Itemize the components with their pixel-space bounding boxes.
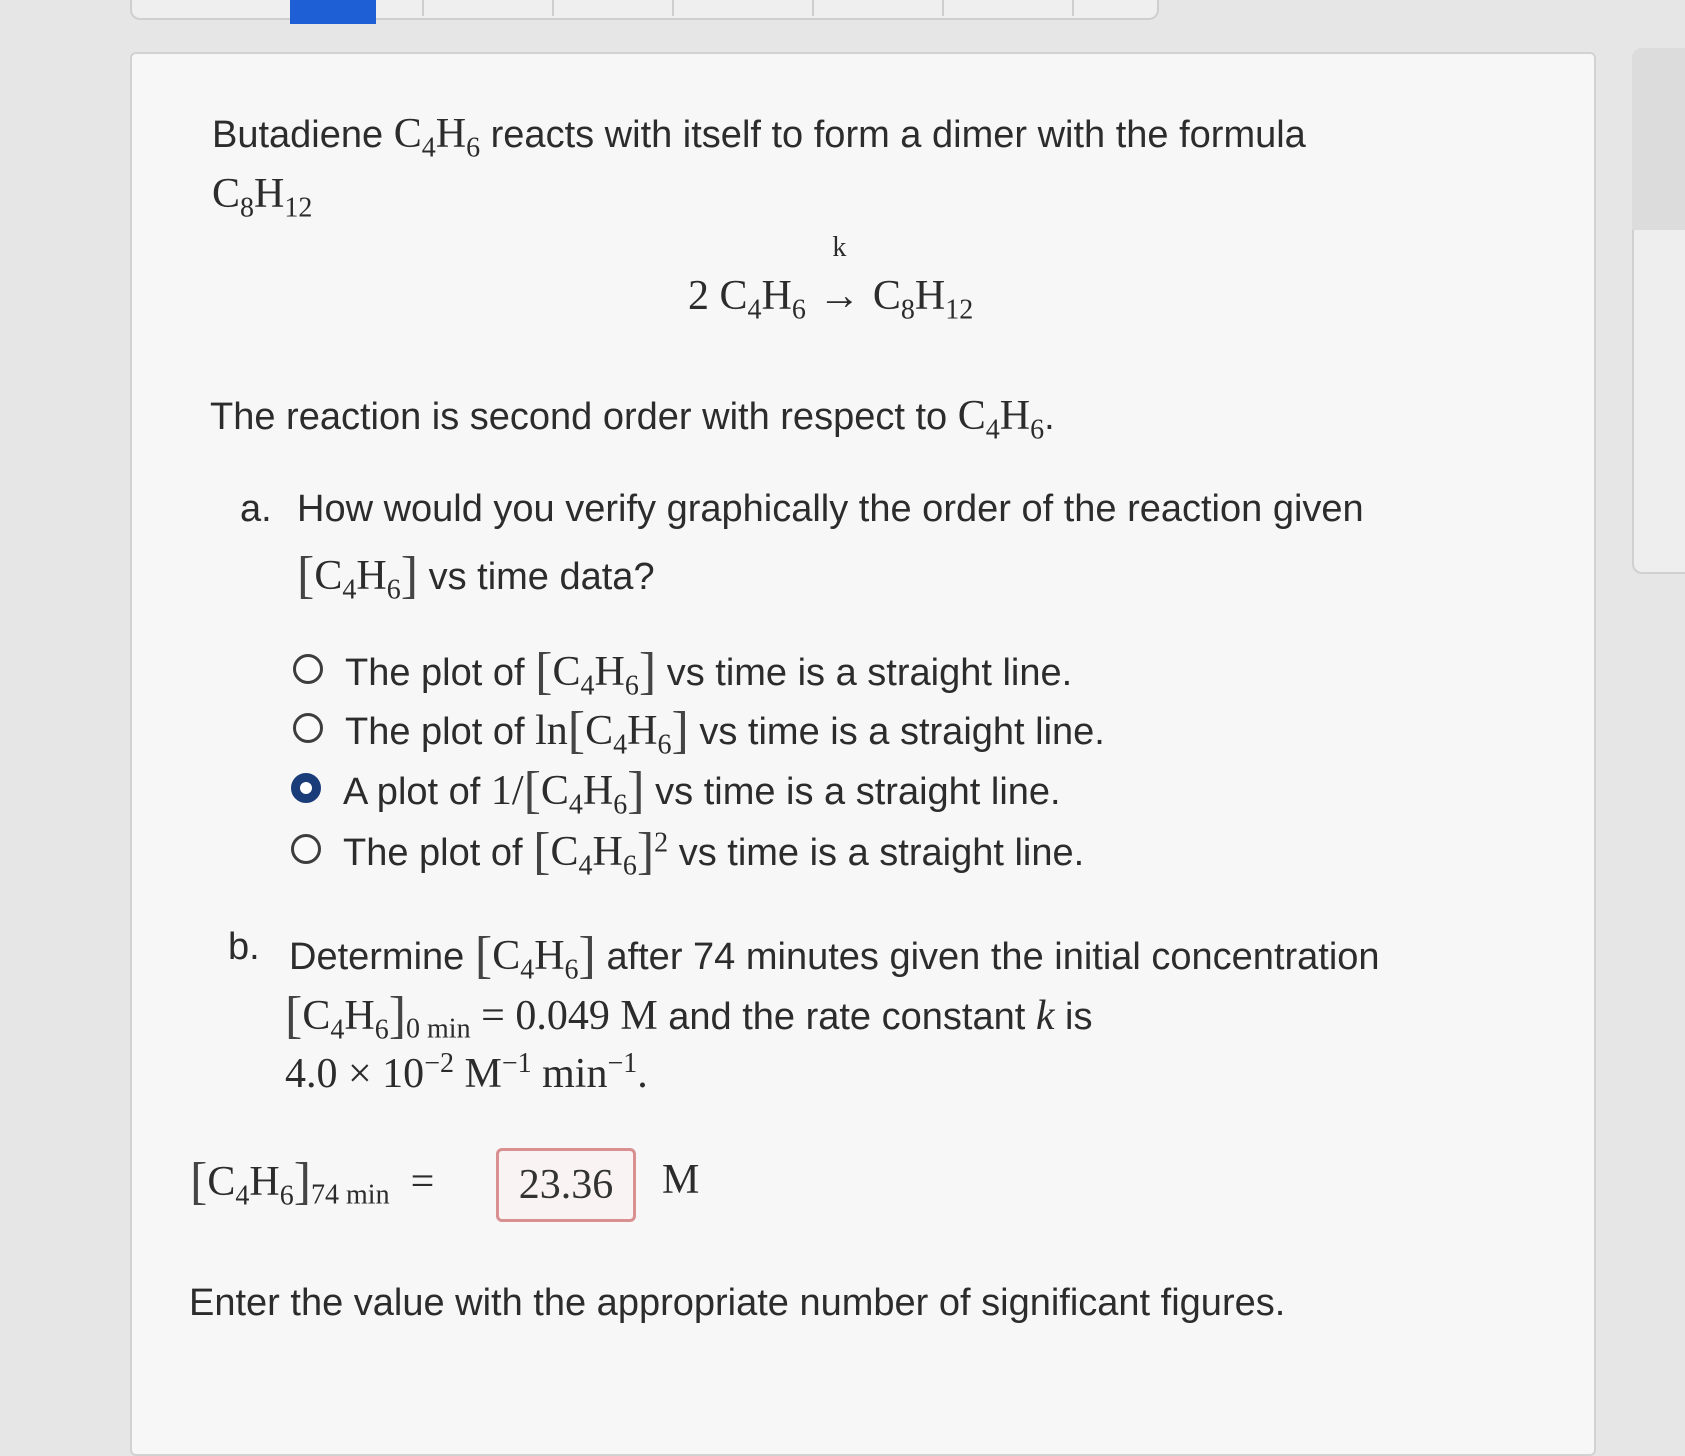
option-1-label[interactable]: The plot of $[C_4H_6]$ vs time is a straight line. [345, 643, 1073, 702]
toolbar-divider [422, 0, 424, 16]
reaction-equation: 2 $C_4H_6$ k → $C_8H_{12}$ [688, 232, 974, 326]
option-3-radio[interactable] [291, 773, 321, 803]
option-4-radio[interactable] [291, 834, 321, 864]
answer-input[interactable]: 23.36 [496, 1148, 636, 1222]
part-a-prompt-suffix: vs time data? [428, 556, 655, 598]
rate-constant-label: k [832, 232, 847, 263]
side-scrollbar[interactable] [1632, 48, 1685, 230]
part-b-line1: Determine $[C_4H_6]$ after 74 minutes given the initial concentration [289, 927, 1380, 986]
part-a-prompt-line1: How would you verify graphically the order of the reaction given [297, 488, 1364, 530]
intro-line [212, 110, 1306, 164]
answer-unit: M [662, 1157, 700, 1203]
option-2-label[interactable]: The plot of $\ln[C_4H_6]$ vs time is a straight line. [345, 702, 1105, 761]
toolbar-divider [552, 0, 554, 16]
order-statement: The reaction is second order with respect to $C_4H_6$. [210, 393, 1055, 446]
order-statement-text: The reaction is second order with respect to [210, 396, 948, 438]
option-2-radio[interactable] [293, 713, 323, 743]
reaction-arrow: k → [818, 232, 861, 319]
top-toolbar [130, 0, 1159, 20]
formula-butadiene: $C_4H_6$ [393, 111, 481, 164]
intro-text-mid: reacts with itself to form a dimer with the formula [490, 114, 1306, 156]
active-tab-indicator[interactable] [290, 0, 376, 24]
toolbar-divider [672, 0, 674, 16]
reaction-coefficient: 2 [688, 273, 709, 319]
formula-dimer: $C_8H_{12}$ [212, 171, 313, 224]
option-3-label[interactable]: A plot of $1/[C_4H_6]$ vs time is a straight line. [343, 762, 1061, 821]
option-4-label[interactable]: The plot of $[C_4H_6]^2$ vs time is a straight line. [343, 823, 1085, 882]
part-a-marker: a. [240, 488, 272, 530]
part-b-line2: $[C_4H_6]_{0 min} = 0.049$ M and the rate constant k is [285, 987, 1093, 1046]
answer-label: $[C_4H_6]_{74 min}$ = [190, 1153, 435, 1212]
instruction-text: Enter the value with the appropriate number of significant figures. [189, 1282, 1286, 1324]
intro-text: Butadiene [212, 114, 384, 156]
option-1-radio[interactable] [293, 654, 323, 684]
part-b-marker: b. [228, 926, 260, 968]
part-b-line3: $4.0 \times 10^{-2}$ $M^{-1}$ $\min^{-1}$. [285, 1048, 648, 1097]
part-a-prompt-line2: $[C_4H_6]$ vs time data? [297, 547, 655, 606]
toolbar-divider [812, 0, 814, 16]
toolbar-divider [942, 0, 944, 16]
toolbar-divider [1072, 0, 1074, 16]
